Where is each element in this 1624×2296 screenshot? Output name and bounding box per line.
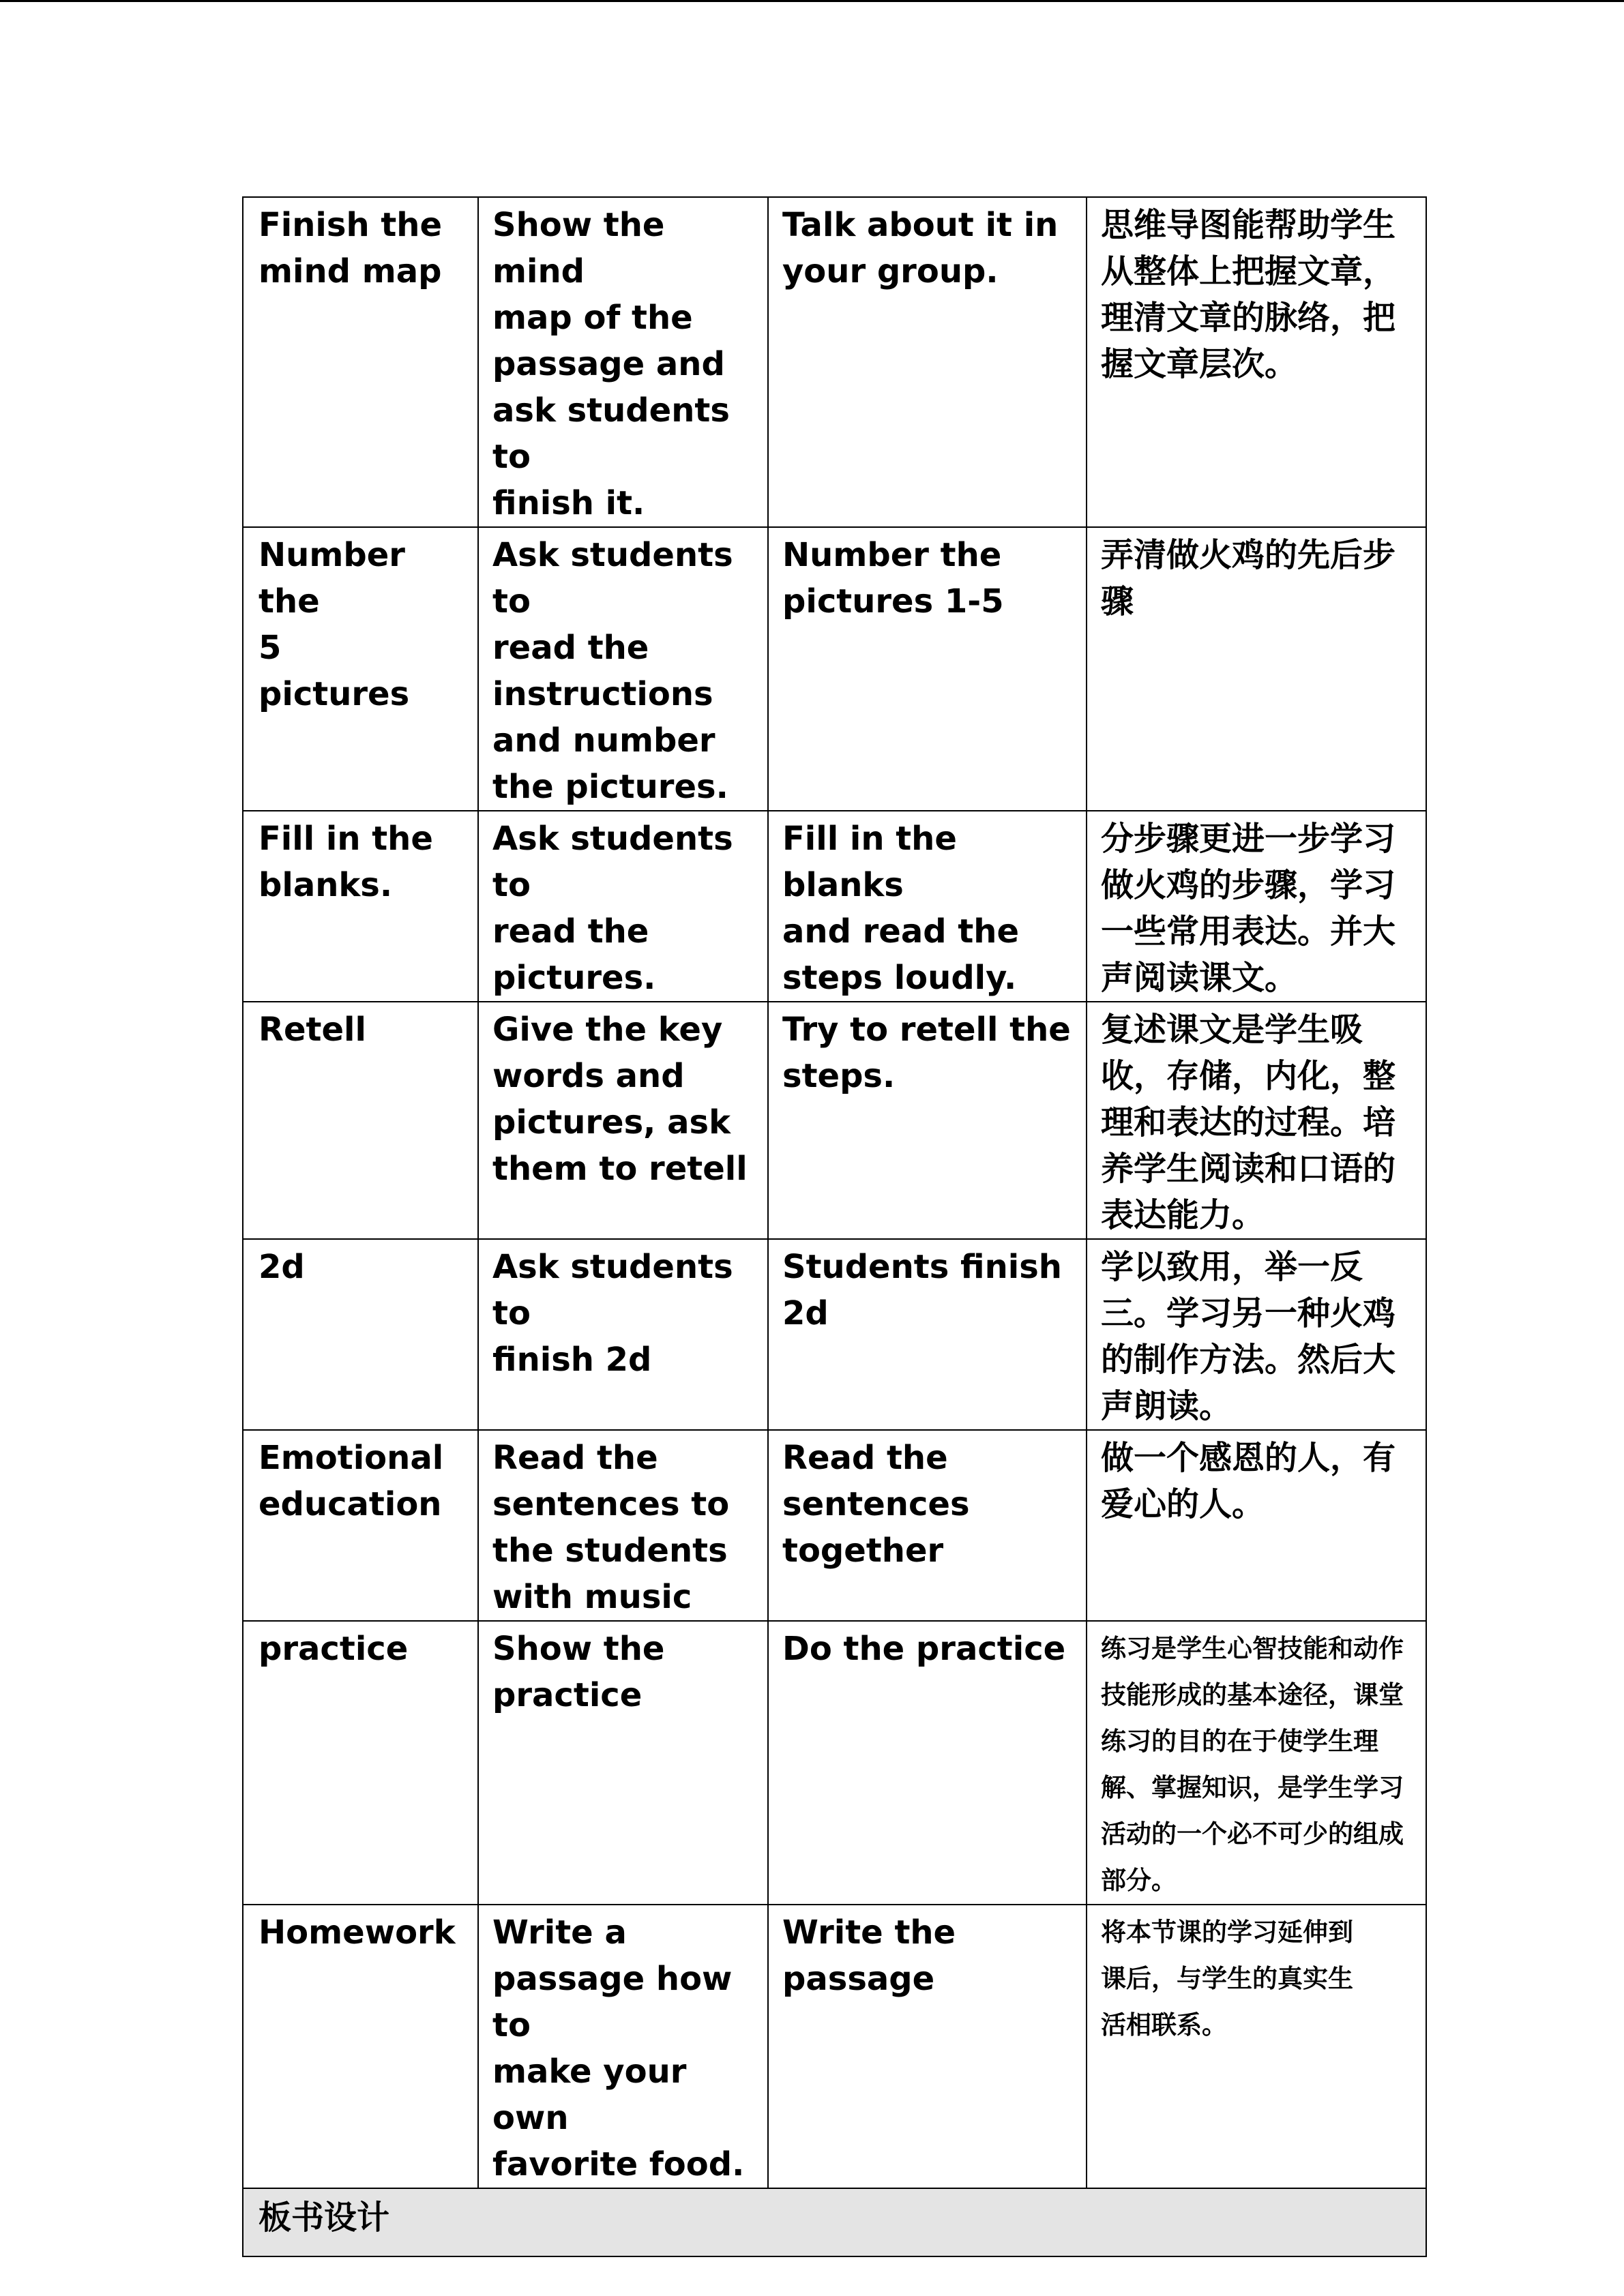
teacher-activity-cell: Ask students to read the pictures. bbox=[478, 811, 768, 1002]
purpose-cell: 练习是学生心智技能和动作 技能形成的基本途径，课堂 练习的目的在于使学生理 解、掌握知识，是学生学习 活动的一个必不可少的组成 部分。 bbox=[1087, 1621, 1426, 1905]
table-row bbox=[243, 1002, 1426, 1239]
teacher-activity-cell: Give the key words and pictures, ask them to retell bbox=[478, 1002, 768, 1239]
student-activity-cell: Do the practice bbox=[768, 1621, 1087, 1905]
purpose-cell: 思维导图能帮助学生 从整体上把握文章， 理清文章的脉络，把 握文章层次。 bbox=[1087, 197, 1426, 527]
student-activity-cell: Read the sentences together bbox=[768, 1430, 1087, 1621]
purpose-cell: 将本节课的学习延伸到 课后，与学生的真实生 活相联系。 bbox=[1087, 1905, 1426, 2188]
teacher-activity-cell: Show the mind map of the passage and ask students to finish it. bbox=[478, 197, 768, 527]
student-activity-cell: Write the passage bbox=[768, 1905, 1087, 2188]
table-footer-row bbox=[243, 2188, 1426, 2256]
table-row bbox=[243, 1621, 1426, 1905]
board-design-cell: 板书设计 bbox=[243, 2188, 1426, 2256]
step-cell: Retell bbox=[243, 1002, 478, 1239]
purpose-cell: 做一个感恩的人，有 爱心的人。 bbox=[1087, 1430, 1426, 1621]
step-cell: Homework bbox=[243, 1905, 478, 2188]
purpose-cell: 复述课文是学生吸 收，存储，内化，整 理和表达的过程。培 养学生阅读和口语的 表达能力。 bbox=[1087, 1002, 1426, 1239]
student-activity-cell: Talk about it in your group. bbox=[768, 197, 1087, 527]
student-activity-cell: Number the pictures 1-5 bbox=[768, 527, 1087, 811]
teacher-activity-cell: Write a passage how to make your own favorite food. bbox=[478, 1905, 768, 2188]
lesson-plan-table bbox=[242, 196, 1427, 2257]
purpose-cell: 弄清做火鸡的先后步 骤 bbox=[1087, 527, 1426, 811]
student-activity-cell: Try to retell the steps. bbox=[768, 1002, 1087, 1239]
teacher-activity-cell: Show the practice bbox=[478, 1621, 768, 1905]
table-row bbox=[243, 811, 1426, 1002]
teacher-activity-cell: Ask students to finish 2d bbox=[478, 1239, 768, 1430]
table-row bbox=[243, 527, 1426, 811]
step-cell: Number the 5 pictures bbox=[243, 527, 478, 811]
step-cell: Emotional education bbox=[243, 1430, 478, 1621]
purpose-cell: 学以致用，举一反 三。学习另一种火鸡 的制作方法。然后大 声朗读。 bbox=[1087, 1239, 1426, 1430]
table-row bbox=[243, 1905, 1426, 2188]
student-activity-cell: Students finish 2d bbox=[768, 1239, 1087, 1430]
teacher-activity-cell: Read the sentences to the students with music bbox=[478, 1430, 768, 1621]
page-top-border bbox=[0, 0, 1624, 2]
purpose-cell: 分步骤更进一步学习 做火鸡的步骤，学习 一些常用表达。并大 声阅读课文。 bbox=[1087, 811, 1426, 1002]
teacher-activity-cell: Ask students to read the instructions and number the pictures. bbox=[478, 527, 768, 811]
student-activity-cell: Fill in the blanks and read the steps loudly. bbox=[768, 811, 1087, 1002]
table-row bbox=[243, 197, 1426, 527]
table-row bbox=[243, 1430, 1426, 1621]
table-row bbox=[243, 1239, 1426, 1430]
step-cell: practice bbox=[243, 1621, 478, 1905]
step-cell: Finish the mind map bbox=[243, 197, 478, 527]
step-cell: Fill in the blanks. bbox=[243, 811, 478, 1002]
step-cell: 2d bbox=[243, 1239, 478, 1430]
